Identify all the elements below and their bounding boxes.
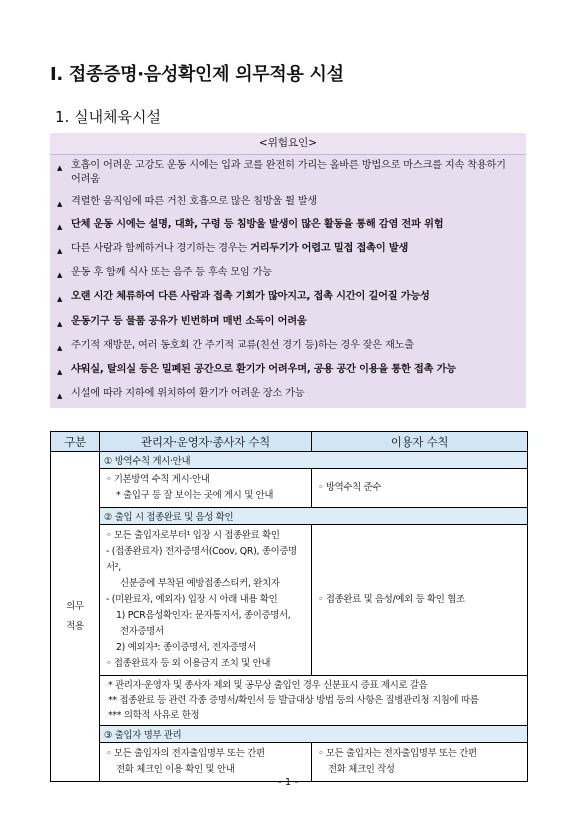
rule-line: * 출입구 등 잘 보이는 곳에 게시 및 안내 [116, 490, 274, 501]
triangle-icon: ▲ [57, 271, 63, 279]
table-row [51, 525, 528, 676]
subsection-title: ② 출입 시 접종완료 및 음성 확인 [100, 508, 528, 525]
user-rule-cell: ◦ 방역수칙 준수 [312, 469, 528, 508]
subsection-title: ③ 출입자 명부 관리 [100, 726, 528, 743]
risk-item [57, 266, 518, 280]
rule-line: 1) PCR음성확인자: 문자통지서, 종이증명서, [116, 610, 291, 621]
risk-item-text: 주기적 재방문, 여러 동호회 간 주기적 교류(친선 경기 등)하는 경우 잦은 재노출 [71, 340, 414, 351]
user-rule-cell: ◦ 접종완료 및 음성/예외 등 확인 협조 [312, 525, 528, 676]
rule-line: 전자증명서 [120, 626, 164, 637]
user-rule-cell [312, 743, 528, 782]
triangle-icon: ▲ [57, 368, 63, 376]
risk-item-text: 단체 운동 시에는 설명, 대화, 구령 등 침방울 발생이 많은 활동을 통해 감염 전파 위험 [71, 219, 444, 230]
rule-line: 신분증에 부착된 예방접종스티커, 완치자 [120, 578, 280, 589]
table-row [51, 469, 528, 508]
risk-item [57, 159, 518, 187]
rule-line: - (미완료자, 예외자) 입장 시 아래 내용 확인 [106, 594, 278, 605]
triangle-icon: ▲ [57, 392, 63, 400]
risk-item [57, 387, 518, 401]
risk-item [57, 363, 518, 377]
footnote-cell [100, 676, 528, 726]
category-label: 의무 [66, 600, 84, 612]
page-number: - 1 - [278, 777, 298, 788]
rule-line: 전화 체크인 이용 확인 및 안내 [116, 764, 235, 775]
table-row [51, 676, 528, 726]
risk-item-text: 샤워실, 탈의실 등은 밀폐된 공간으로 환기가 어려우며, 공용 공간 이용을 통한 접촉 가능 [71, 364, 456, 375]
rule-line: - (접종완료자) 전자증명서(Coov, QR), 종이증명서², [106, 546, 297, 573]
triangle-icon: ▲ [57, 247, 63, 255]
footnote: *** 의학적 사유로 한정 [108, 710, 200, 721]
footnote: ** 접종완료 등 관련 각종 증명서/확인서 등 발급대상 방법 등의 사항은 질병관리청 지침에 따름 [108, 695, 479, 706]
risk-header: <위험요인> [50, 133, 526, 155]
table-row [51, 508, 528, 525]
risk-item-text: 호흡이 어려운 고강도 운동 시에는 입과 코를 완전히 가리는 올바른 방법으로 마스크를 지속 착용하기 어려움 [71, 160, 506, 185]
risk-item [57, 242, 518, 256]
rule-line: 2) 예외자³: 종이증명서, 전자증명서 [116, 642, 256, 653]
rule-line: ◦ 기본방역 수칙 게시·안내 [106, 474, 210, 485]
risk-item [57, 195, 518, 209]
triangle-icon: ▲ [57, 344, 63, 352]
risk-item-text: 운동기구 등 물품 공유가 빈번하며 매번 소독이 어려움 [71, 316, 307, 327]
subsection-title: ① 방역수칙 게시·안내 [100, 452, 528, 469]
category-cell [51, 452, 100, 782]
table-header-row [51, 432, 528, 452]
rule-line: ◦ 접종완료자 등 외 이용금지 조치 및 안내 [106, 658, 271, 669]
footnote: * 관리자·운영자 및 종사자 제외 및 공무상 출입인 경우 신분표시 증표 제시로 갈음 [108, 680, 428, 691]
risk-item-text: 운동 후 함께 식사 또는 음주 등 후속 모임 가능 [71, 267, 272, 278]
risk-factors-box [50, 133, 526, 408]
category-label: 적용 [66, 620, 84, 632]
triangle-icon: ▲ [57, 223, 63, 231]
risk-item [57, 339, 518, 353]
risk-item-text: 시설에 따라 지하에 위치하여 환기가 어려운 장소 가능 [71, 388, 305, 399]
header-category: 구분 [51, 432, 100, 452]
risk-item-text: 다른 사람과 함께하거나 경기하는 경우는 [71, 243, 251, 254]
table-row [51, 726, 528, 743]
triangle-icon: ▲ [57, 200, 63, 208]
header-admin: 관리자·운영자·종사자 수칙 [100, 432, 312, 452]
header-user: 이용자 수칙 [312, 432, 528, 452]
triangle-icon: ▲ [57, 164, 63, 172]
risk-item-text: 격렬한 움직임에 따른 거친 호흡으로 많은 침방울 튈 발생 [71, 196, 318, 207]
admin-rule-cell [100, 469, 312, 508]
rule-line: ◦ 모든 출입자는 전자출입명부 또는 간편 [318, 748, 477, 759]
risk-item-emphasis: 거리두기가 어렵고 밀접 접촉이 발생 [250, 243, 409, 254]
page-title: Ⅰ. 접종증명·음성확인제 의무적용 시설 [50, 64, 344, 85]
section-title: 1. 실내체육시설 [55, 108, 162, 126]
admin-rule-cell [100, 743, 312, 782]
admin-rule-cell [100, 525, 312, 676]
rule-line: ◦ 모든 출입자의 전자출입명부 또는 간편 [106, 748, 265, 759]
rules-table [50, 431, 528, 782]
rule-line: ◦ 모든 출입자로부터¹ 입장 시 접종완료 확인 [106, 530, 280, 541]
triangle-icon: ▲ [57, 295, 63, 303]
table-row [51, 743, 528, 782]
triangle-icon: ▲ [57, 320, 63, 328]
risk-item [57, 315, 518, 329]
risk-item [57, 218, 518, 232]
risk-item-text: 오랜 시간 체류하여 다른 사람과 접촉 기회가 많아지고, 접촉 시간이 길어질 가능성 [71, 291, 430, 302]
rule-line: 전화 체크인 작성 [328, 764, 395, 775]
table-row [51, 452, 528, 469]
risk-item [57, 290, 518, 304]
